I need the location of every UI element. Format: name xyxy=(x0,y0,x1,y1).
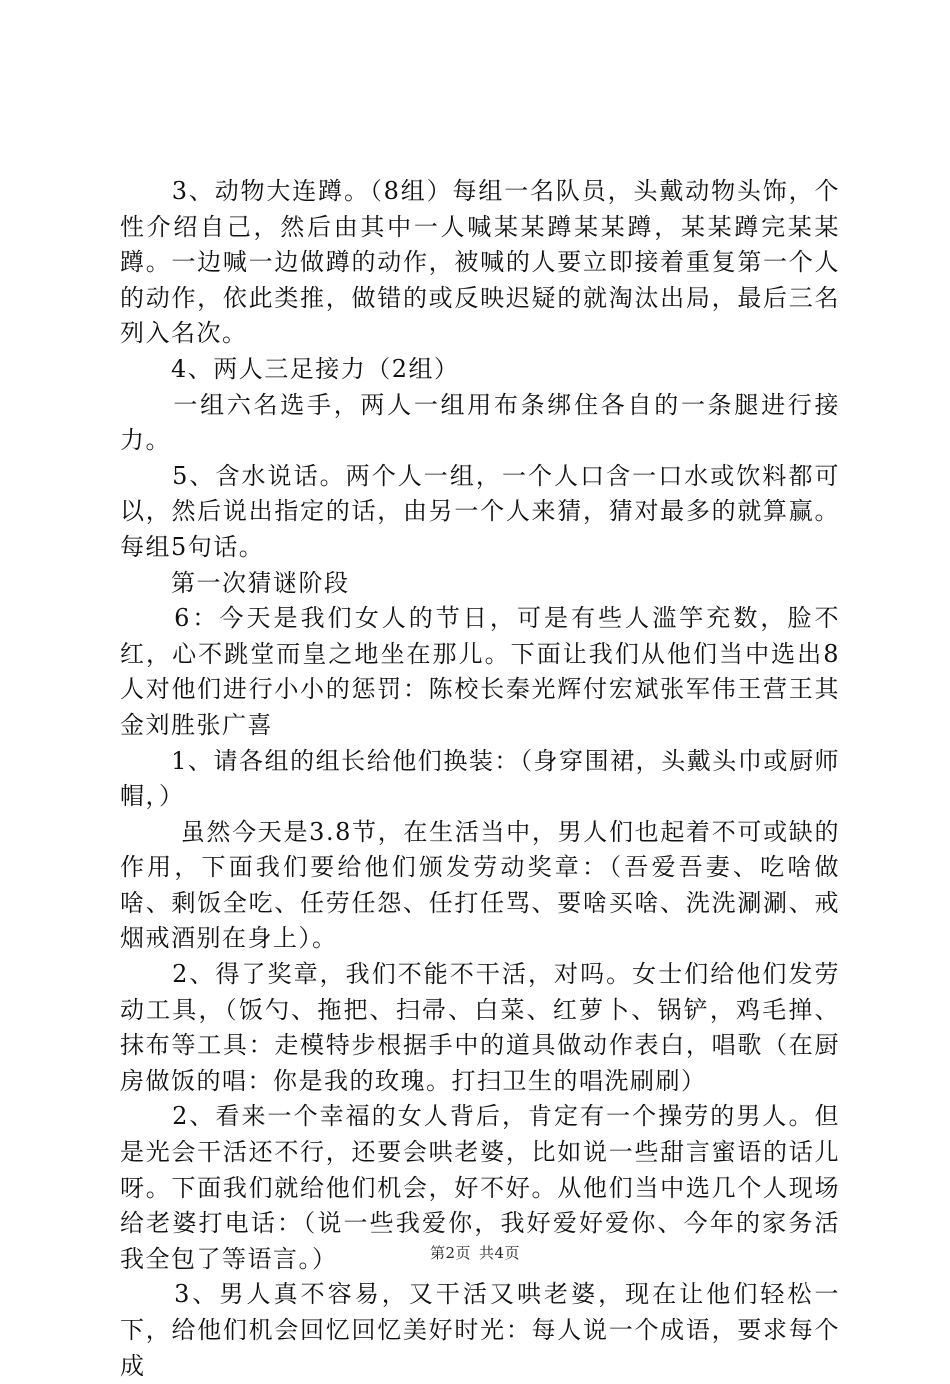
document-body xyxy=(120,174,840,1384)
paragraph-labor-tools: 2、得了奖章，我们不能不干活，对吗。女士们给他们发劳动工具，（饭勺、拖把、扫帚、白菜、红萝卜、锅铲，鸡毛掸、抹布等工具：走模特步根据手中的道具做动作表白，唱歌（在厨房做饭的唱：你是我的玫瑰。打扫卫生的唱洗刷刷） xyxy=(120,960,840,1095)
page-footer xyxy=(0,1243,950,1263)
paragraph-phone-wife: 2、看来一个幸福的女人背后，肯定有一个操劳的男人。但是光会干活还不行，还要会哄老婆，比如说一些甜言蜜语的话儿呀。下面我们就给他们机会，好不好。从他们当中选几个人现场给老婆打电话：（说一些我爱你，我好爱好爱你、今年的家务活我全包了等语言。） xyxy=(120,1102,840,1273)
paragraph-riddle-stage-heading: 第一次猜谜阶段 xyxy=(120,568,350,597)
paragraph-labor-medal: 虽然今天是3.8节，在生活当中，男人们也起着不可或缺的作用，下面我们要给他们颁发劳动奖章：（吾爱吾妻、吃啥做啥、剩饭全吃、任劳任怨、任打任骂、要啥买啥、洗洗涮涮、戒烟戒酒别在身上）。 xyxy=(120,817,840,953)
paragraph-water-talking-game: 5、含水说话。两个人一组，一个人口含一口水或饮料都可以，然后说出指定的话，由另一个人来猜，猜对最多的就算赢。每组5句话。 xyxy=(120,461,840,561)
paragraph-costume-change: 1、请各组的组长给他们换装：（身穿围裙，头戴头巾或厨师帽，） xyxy=(120,746,840,811)
paragraph-three-legged-relay-rules: 一组六名选手，两人一组用布条绑住各自的一条腿进行接力。 xyxy=(120,390,840,455)
paragraph-idiom-memory: 3、男人真不容易，又干活又哄老婆，现在让他们轻松一下，给他们机会回忆回忆美好时光：每人说一个成语，要求每个成 xyxy=(120,1280,840,1380)
paragraph-animal-squat-game: 3、动物大连蹲。（8组）每组一名队员，头戴动物头饰，个性介绍自己，然后由其中一人喊某某蹲某某蹲，某某蹲完某某蹲。一边喊一边做蹲的动作，被喊的人要立即接着重复第一个人的动作，依此类推，做错的或反映迟疑的就淘汰出局，最后三名列入名次。 xyxy=(120,177,840,348)
paragraph-three-legged-relay-title: 4、两人三足接力（2组） xyxy=(120,354,460,383)
page-total: 共4页 xyxy=(479,1244,521,1262)
page-number: 第2页 xyxy=(429,1244,471,1262)
paragraph-item-6: 6：今天是我们女人的节日，可是有些人滥竽充数，脸不红，心不跳堂而皇之地坐在那儿。下面让我们从他们当中选出8人对他们进行小小的惩罚：陈校长秦光辉付宏斌张军伟王营王其金刘胜张广喜 xyxy=(120,604,840,739)
